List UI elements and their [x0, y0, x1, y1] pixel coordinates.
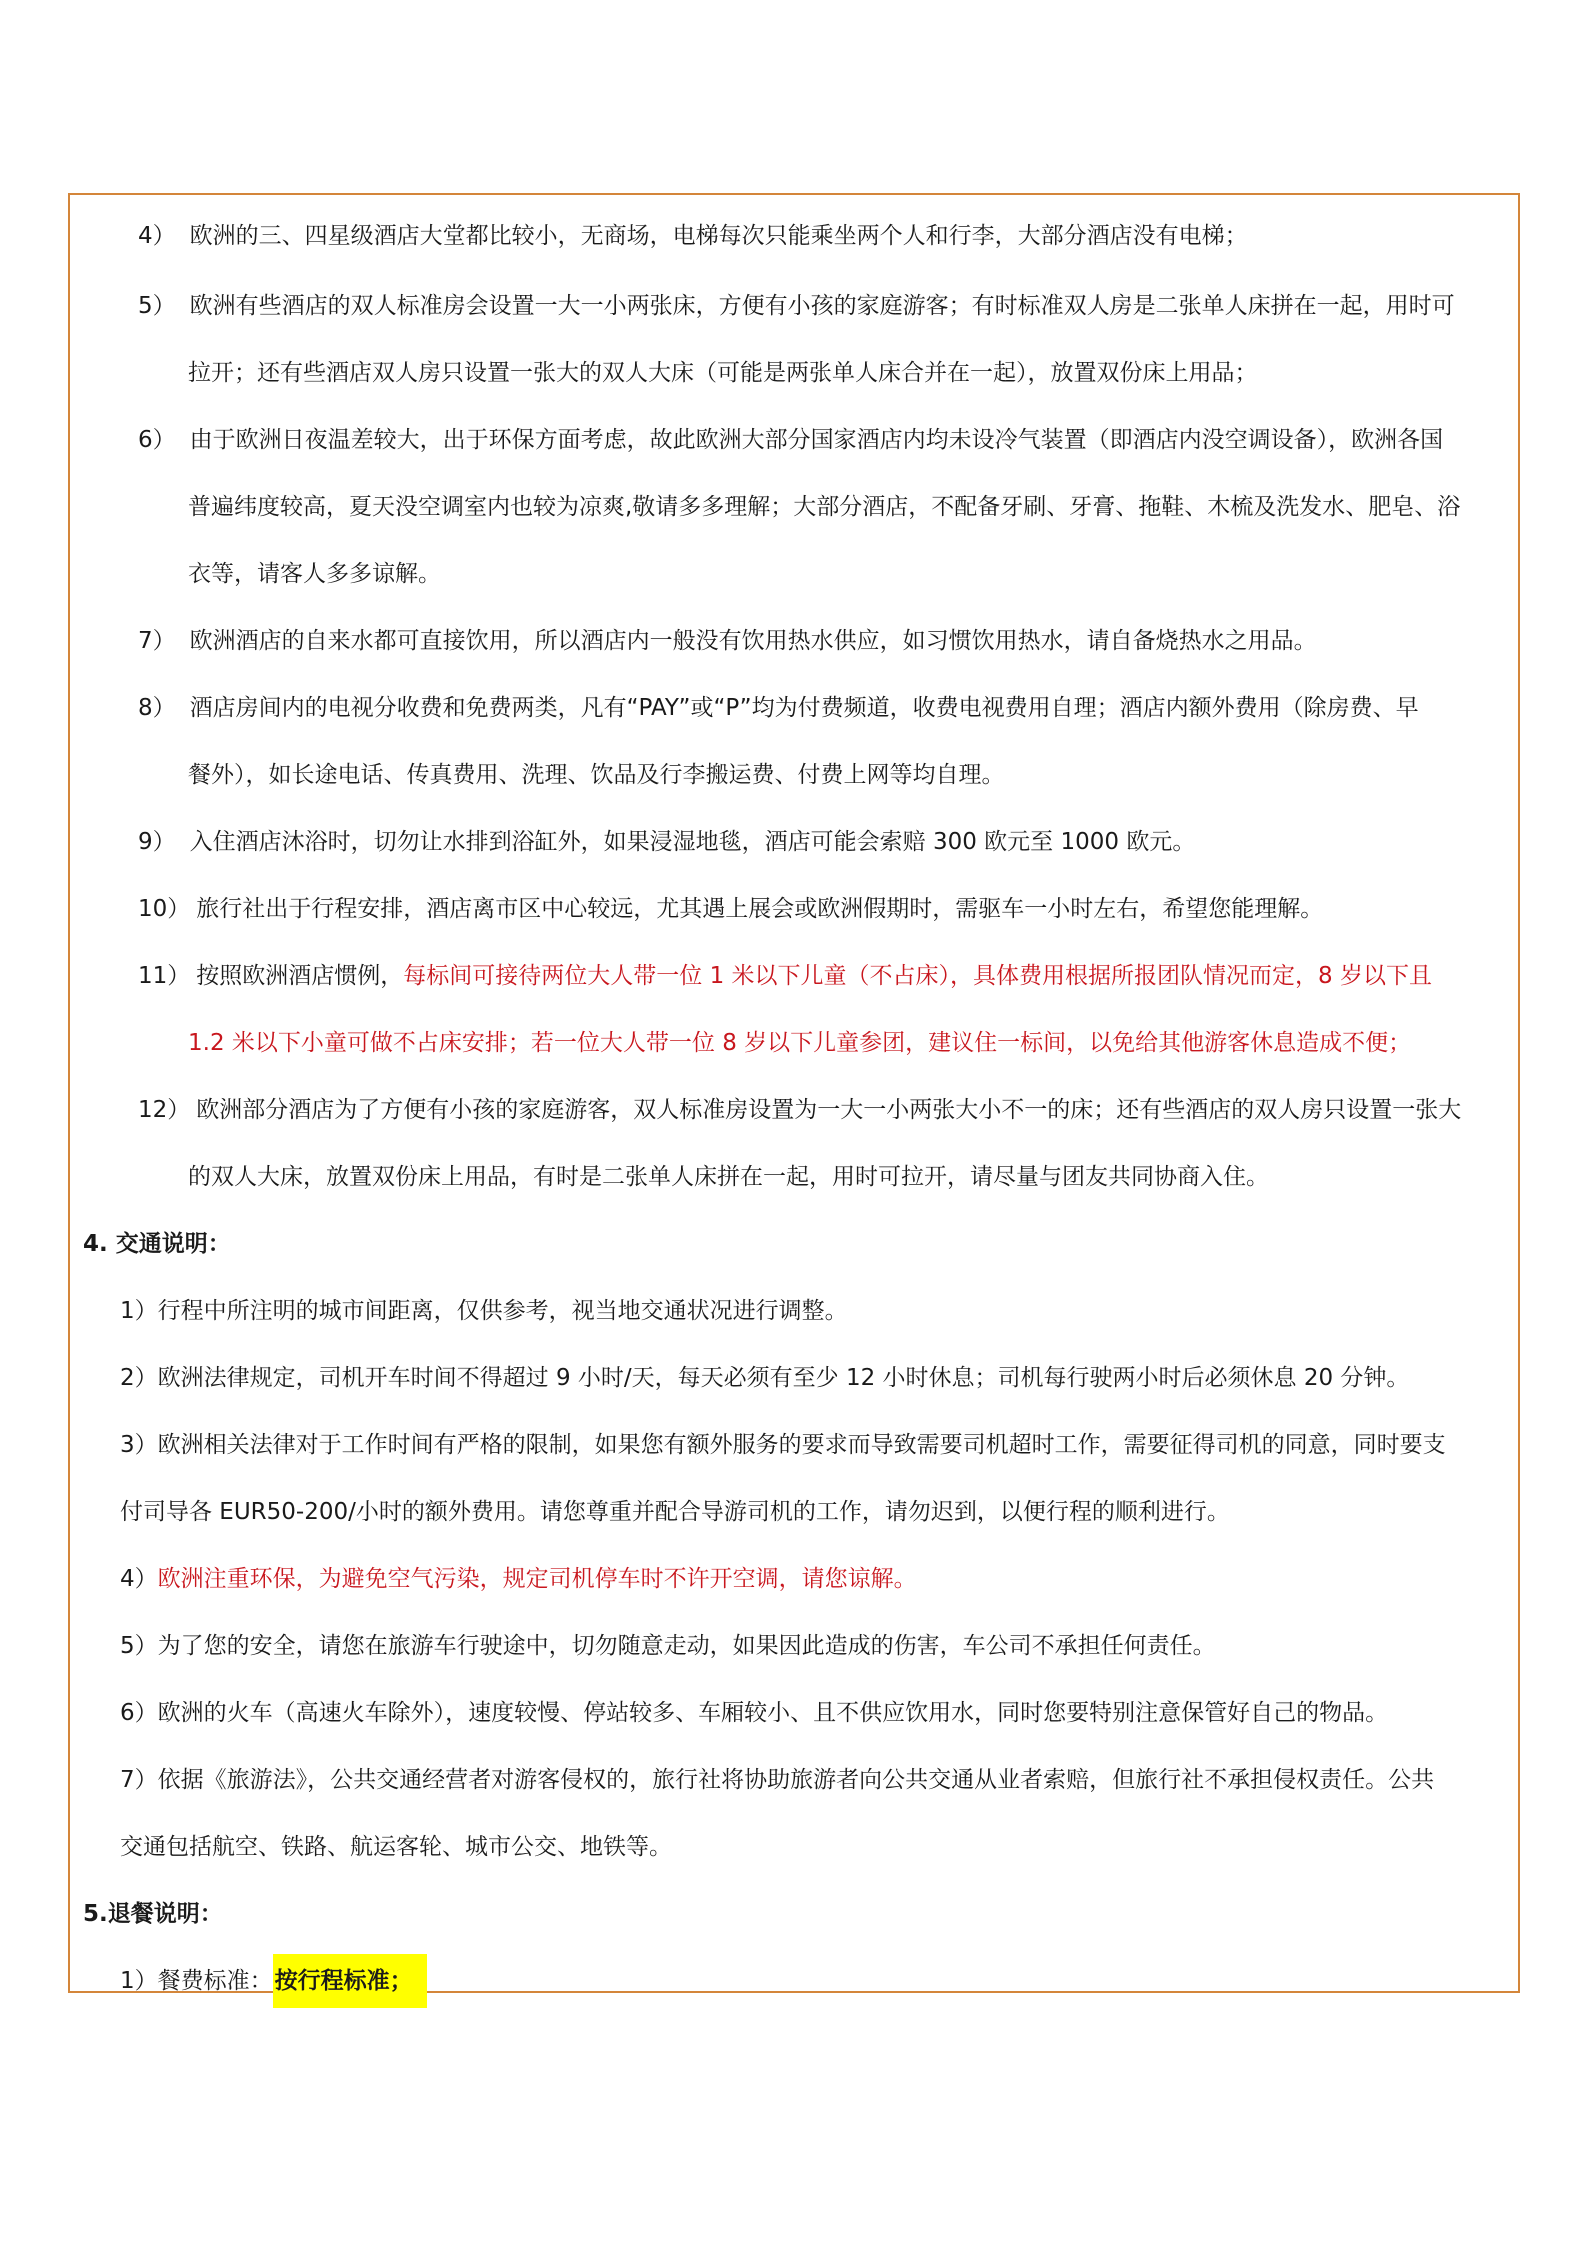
item-number: 4）	[138, 223, 176, 249]
item-text: 旅行社出于行程安排，酒店离市区中心较远，尤其遇上展会或欧洲假期时，需驱车一小时左右，希望您能理解。	[196, 896, 1324, 922]
traffic-item-3-cont: 付司导各 EUR50-200/小时的额外费用。请您尊重并配合导游司机的工作，请勿迟到，以便行程的顺利进行。	[120, 1499, 1230, 1525]
hotel-item-5	[138, 290, 1455, 322]
meal-heading: 5.退餐说明：	[83, 1901, 223, 1927]
hotel-item-6-cont: 普遍纬度较高，夏天没空调室内也较为凉爽,敬请多多理解；大部分酒店，不配备牙刷、牙膏、拖鞋、木梳及洗发水、肥皂、浴	[188, 494, 1461, 520]
traffic-item-6: 6）欧洲的火车（高速火车除外），速度较慢、停站较多、车厢较小、且不供应饮用水，同时您要特别注意保管好自己的物品。	[120, 1700, 1389, 1726]
traffic-item-1: 1）行程中所注明的城市间距离，仅供参考，视当地交通状况进行调整。	[120, 1298, 848, 1324]
traffic-item-7: 7）依据《旅游法》，公共交通经营者对游客侵权的，旅行社将协助旅游者向公共交通从业者索赔，但旅行社不承担侵权责任。公共	[120, 1767, 1435, 1793]
traffic-item-3: 3）欧洲相关法律对于工作时间有严格的限制，如果您有额外服务的要求而导致需要司机超时工作，需要征得司机的同意，同时要支	[120, 1432, 1446, 1458]
item-text: 欧洲有些酒店的双人标准房会设置一大一小两张床，方便有小孩的家庭游客；有时标准双人房是二张单人床拼在一起，用时可	[189, 293, 1455, 319]
item-number: 6）	[138, 427, 176, 453]
item-text: 欧洲部分酒店为了方便有小孩的家庭游客，双人标准房设置为一大一小两张大小不一的床；还有些酒店的双人房只设置一张大	[196, 1097, 1462, 1123]
item-number: 10）	[138, 896, 191, 922]
hotel-item-10	[138, 893, 1323, 925]
item-red-text: 每标间可接待两位大人带一位 1 米以下儿童（不占床），具体费用根据所报团队情况而定，8 岁以下且	[403, 963, 1432, 989]
item-number: 9）	[138, 829, 176, 855]
hotel-item-6-cont: 衣等，请客人多多谅解。	[188, 561, 441, 587]
item-number: 8）	[138, 695, 176, 721]
item-red-text: 欧洲注重环保，为避免空气污染，规定司机停车时不许开空调，请您谅解。	[157, 1566, 917, 1592]
traffic-heading: 4. 交通说明：	[83, 1231, 231, 1257]
item-lead-text: 按照欧洲酒店惯例，	[196, 963, 404, 989]
item-number: 5）	[138, 293, 176, 319]
meal-item-label: 1）餐费标准：	[120, 1968, 273, 1994]
hotel-item-8-cont: 餐外），如长途电话、传真费用、洗理、饮品及行李搬运费、付费上网等均自理。	[188, 762, 1005, 788]
item-number: 11）	[138, 963, 191, 989]
traffic-item-7-cont: 交通包括航空、铁路、航运客轮、城市公交、地铁等。	[120, 1834, 672, 1860]
item-text: 由于欧洲日夜温差较大，出于环保方面考虑，故此欧洲大部分国家酒店内均未设冷气装置（即酒店内没空调设备），欧洲各国	[189, 427, 1444, 453]
item-number: 12）	[138, 1097, 191, 1123]
item-number: 4）	[120, 1566, 158, 1592]
item-text: 酒店房间内的电视分收费和免费两类，凡有“PAY”或“P”均为付费频道，收费电视费用自理；酒店内额外费用（除房费、早	[189, 695, 1419, 721]
hotel-item-7	[138, 625, 1317, 657]
hotel-item-11	[138, 960, 1432, 992]
meal-item-highlight: 按行程标准；	[273, 1954, 427, 2008]
item-number: 7）	[138, 628, 176, 654]
hotel-item-11-cont: 1.2 米以下小童可做不占床安排；若一位大人带一位 8 岁以下儿童参团，建议住一标间，以免给其他游客休息造成不便；	[188, 1030, 1412, 1056]
hotel-item-12-cont: 的双人大床，放置双份床上用品，有时是二张单人床拼在一起，用时可拉开，请尽量与团友共同协商入住。	[188, 1164, 1269, 1190]
hotel-item-5-cont: 拉开；还有些酒店双人房只设置一张大的双人大床（可能是两张单人床合并在一起），放置双份床上用品；	[188, 360, 1258, 386]
traffic-item-4	[120, 1563, 917, 1595]
item-text: 欧洲的三、四星级酒店大堂都比较小，无商场，电梯每次只能乘坐两个人和行李，大部分酒店没有电梯；	[189, 223, 1248, 249]
hotel-item-4	[138, 220, 1248, 252]
hotel-item-6	[138, 424, 1443, 456]
hotel-item-8	[138, 692, 1419, 724]
item-text: 入住酒店沐浴时，切勿让水排到浴缸外，如果浸湿地毯，酒店可能会索赔 300 欧元至 1000 欧元。	[189, 829, 1196, 855]
meal-item-1	[120, 1965, 427, 1997]
hotel-item-12	[138, 1094, 1461, 1126]
item-text: 欧洲酒店的自来水都可直接饮用，所以酒店内一般没有饮用热水供应，如习惯饮用热水，请自备烧热水之用品。	[189, 628, 1317, 654]
hotel-item-9	[138, 826, 1195, 858]
traffic-item-2: 2）欧洲法律规定，司机开车时间不得超过 9 小时/天，每天必须有至少 12 小时休息；司机每行驶两小时后必须休息 20 分钟。	[120, 1365, 1410, 1391]
traffic-item-5: 5）为了您的安全，请您在旅游车行驶途中，切勿随意走动，如果因此造成的伤害，车公司不承担任何责任。	[120, 1633, 1216, 1659]
